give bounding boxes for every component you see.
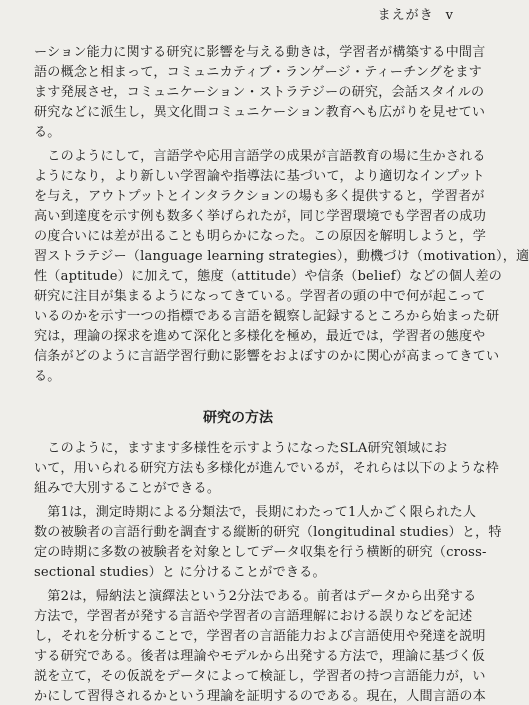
text-line: 方法で，学習者が発する言語や学習者の言語理解における誤りなどを記述 bbox=[34, 609, 473, 624]
text-line: 組みで大別することができる。 bbox=[34, 481, 221, 496]
text-line: 説を立て，その仮説をデータによって検証し，学習者の持つ言語能力が，い bbox=[34, 669, 486, 684]
text-line: 語の概念と相まって，コミュニカティブ・ランゲージ・ティーチングをます bbox=[34, 65, 482, 80]
text-line: る。 bbox=[34, 369, 61, 384]
section-heading: 研究の方法 bbox=[203, 410, 273, 426]
text-line: 信条がどのように言語学習行動に影響をおよぼすのかに関心が高まってきてい bbox=[34, 349, 500, 364]
text-line: 究は，理論の探求を進めて深化と多様化を極め，最近では，学習者の態度や bbox=[34, 329, 486, 344]
text-line: 習ストラテジー（language learning strategies），動機づけ（motivation），適 bbox=[34, 249, 529, 264]
text-line: いて，用いられる研究方法も多様化が進んでいるが，それらは以下のような枠 bbox=[34, 461, 500, 476]
text-line: 第2は，帰納法と演繹法という2分法である。前者はデータから出発する bbox=[34, 589, 477, 604]
text-line: 定の時期に多数の被験者を対象としてデータ収集を行う横断的研究（cross- bbox=[34, 545, 487, 560]
text-line: このようにして，言語学や応用言語学の成果が言語教育の場に生かされる bbox=[34, 149, 486, 164]
running-header bbox=[378, 4, 454, 23]
text-line: かにして習得されるかという理論を証明するのである。現在，人間言語の本 bbox=[34, 689, 486, 704]
header-title: まえがき bbox=[377, 8, 434, 23]
text-line: ようになり，より新しい学習論や指導法に基づいて，より適切なインプット bbox=[34, 169, 485, 184]
text-line: 研究などに派生し，異文化間コミュニケーション教育へも広がりを見せてい bbox=[34, 105, 486, 120]
text-line: このように，ますます多様性を示すようになったSLA研究領域にお bbox=[34, 441, 448, 456]
text-line: ーション能力に関する研究に影響を与える動きは，学習者が構築する中間言 bbox=[34, 45, 486, 60]
text-line: 研究に注目が集まるようになってきている。学習者の頭の中で何が起こって bbox=[34, 289, 486, 304]
text-line: 数の被験者の言語行動を調査する縦断的研究（longitudinal studies）と，特 bbox=[34, 525, 502, 540]
text-line: sectional studies）と に分けることができる。 bbox=[34, 565, 326, 580]
text-line: 第1は，測定時期による分類法で，長期にわたって1人かごく限られた人 bbox=[34, 505, 477, 520]
text-line: の度合いには差が出ることも明らかになった。この原因を解明しようと，学 bbox=[34, 229, 486, 244]
text-line: 性（aptitude）に加えて，態度（attitude）や信条（belief）などの個人差の bbox=[34, 269, 503, 284]
text-line: し，それを分析することで，学習者の言語能力および言語使用や発達を説明 bbox=[34, 629, 486, 644]
text-line: る。 bbox=[34, 125, 61, 140]
text-line: ます発展させ，コミュニケーション・ストラテジーの研究，会話スタイルの bbox=[34, 85, 485, 100]
text-line: いるのかを示す一つの指標である言語を観察し記録するところから始まった研 bbox=[34, 309, 500, 324]
text-line: を与え，アウトプットとインタラクションの場も多く提供すると，学習者が bbox=[34, 189, 485, 204]
text-line: 高い到達度を示す例も数多く挙げられたが，同じ学習環境でも学習者の成功 bbox=[34, 209, 486, 224]
text-line: する研究である。後者は理論やモデルから出発する方法で，理論に基づく仮 bbox=[34, 649, 486, 664]
page-number: v bbox=[445, 8, 454, 23]
